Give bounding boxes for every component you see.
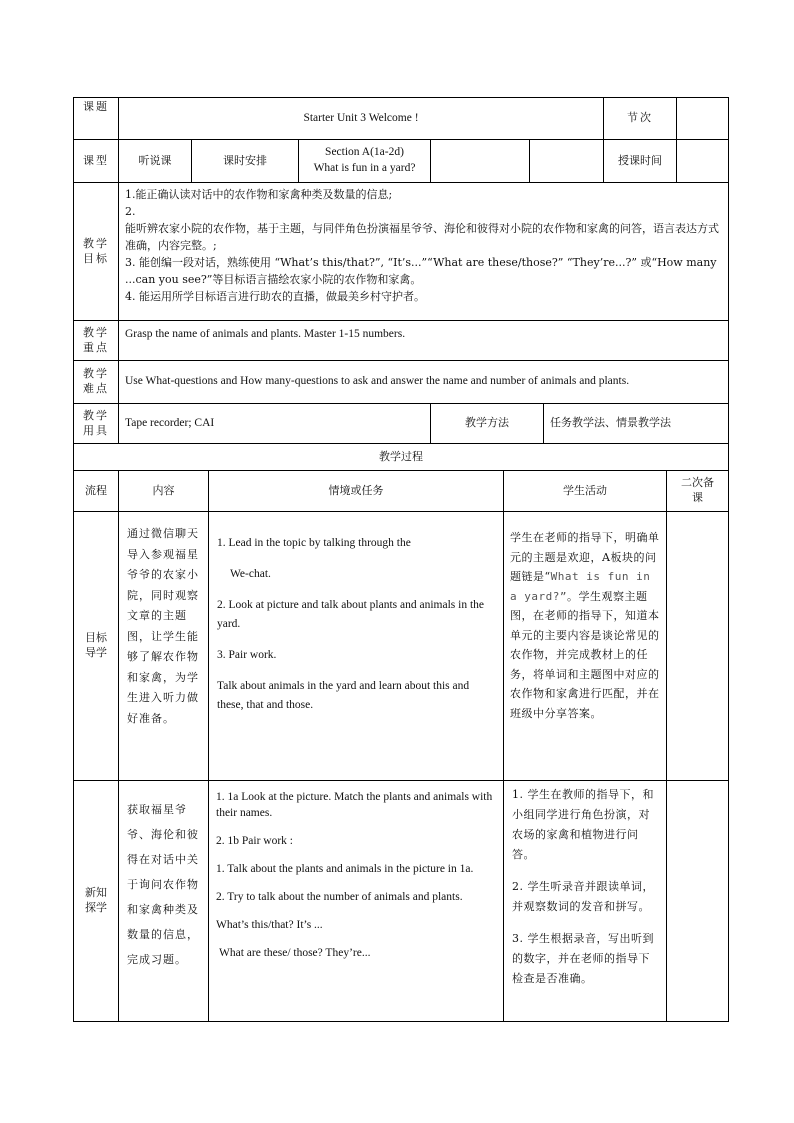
content-2: 获取福星爷爷、海伦和彼得在对话中关于询问农作物和家禽种类及数量的信息，完成习题。 xyxy=(118,780,209,1022)
objective-item-1: 1.能正确认读对话中的农作物和家禽种类及数量的信息; xyxy=(125,188,393,201)
process-title: 教学过程 xyxy=(73,443,729,471)
column-header-revision: 二次备课 xyxy=(666,470,729,512)
topic-label: 课题 xyxy=(73,97,119,140)
period-label: 节次 xyxy=(603,97,677,140)
column-header-content: 内容 xyxy=(118,470,209,512)
task-1-3: 2. Look at picture and talk about plants and animals in the yard. xyxy=(217,599,484,630)
objective-item-4: 3. 能创编一段对话，熟练使用 “What’s this/that?”, “It’s...”“What are these/those?” “They’re...?” 或“How many ...can you see?”等目标语言描绘农家小院的农作物和家禽。 xyxy=(125,256,717,286)
blank-cell-2 xyxy=(529,139,604,183)
method-label: 教学方法 xyxy=(430,403,544,444)
activity-2-1: 1. 学生在教师的指导下，和小组同学进行角色扮演，对农场的家禽和植物进行问答。 xyxy=(512,788,654,861)
activities-1: 学生在老师的指导下，明确单元的主题是欢迎，A板块的问题链是“What is fun in a yard?”。学生观察主题图，在老师的指导下，知道本单元的主要内容是谈论常见的农作物，并完成教材上的任务，将单词和主题图中对应的农作物和家禽进行匹配，并在班级中分享答案。 xyxy=(503,511,667,781)
objective-item-3: 能听辨农家小院的农作物，基于主题，与同伴角色扮演福星爷爷、海伦和彼得对小院的农作物和家禽的问答，语言表达方式准确，内容完整。; xyxy=(125,222,719,252)
content-1: 通过微信聊天导入参观福星爷爷的农家小院，同时观察文章的主题图，让学生能够了解农作物和家禽，为学生进入听力做好准备。 xyxy=(118,511,209,781)
objectives-content xyxy=(118,182,729,321)
task-1-1: 1. Lead in the topic by talking through the xyxy=(217,537,411,549)
activities-2 xyxy=(503,780,667,1022)
task-1-4: 3. Pair work. xyxy=(217,649,277,661)
objective-item-5: 4. 能运用所学目标语言进行助农的直播，做最美乡村守护者。 xyxy=(125,290,425,303)
date-label: 授课时间 xyxy=(603,139,677,183)
task-1-2: We-chat. xyxy=(230,568,271,580)
column-header-stage: 流程 xyxy=(73,470,119,512)
task-2-5: What’s this/that? It’s ... xyxy=(216,919,323,931)
task-2-1: 1. 1a Look at the picture. Match the plants and animals with their names. xyxy=(216,791,493,819)
objectives-label: 教学 目标 xyxy=(73,182,119,321)
key-points-label: 教学 重点 xyxy=(73,320,119,361)
tasks-1 xyxy=(208,511,504,781)
task-2-4: 2. Try to talk about the number of animals and plants. xyxy=(216,891,463,903)
method-value: 任务教学法、情景教学法 xyxy=(543,403,729,444)
task-2-6: What are these/ those? They’re... xyxy=(219,947,371,959)
column-header-activities: 学生活动 xyxy=(503,470,667,512)
key-points-text: Grasp the name of animals and plants. Master 1-15 numbers. xyxy=(118,320,729,361)
topic-value: Starter Unit 3 Welcome ! xyxy=(118,97,604,140)
activity-2-3: 3. 学生根据录音，写出听到的数字，并在老师的指导下检查是否准确。 xyxy=(512,932,654,985)
tools-text: Tape recorder; CAI xyxy=(118,403,431,444)
period-value xyxy=(676,97,729,140)
type-value: 听说课 xyxy=(118,139,192,183)
revision-2 xyxy=(666,780,729,1022)
activity-2-2: 2. 学生听录音并跟读单词，并观察数词的发音和拼写。 xyxy=(512,880,654,913)
type-label: 课型 xyxy=(73,139,119,183)
stage-1: 目标导学 xyxy=(73,511,119,781)
task-2-2: 2. 1b Pair work : xyxy=(216,835,293,847)
section-title: Section A(1a-2d) What is fun in a yard? xyxy=(298,139,431,183)
tools-label: 教学 用具 xyxy=(73,403,119,444)
stage-2: 新知探学 xyxy=(73,780,119,1022)
tasks-2 xyxy=(208,780,504,1022)
task-2-3: 1. Talk about the plants and animals in the picture in 1a. xyxy=(216,863,474,875)
task-1-5: Talk about animals in the yard and learn about this and these, that and those. xyxy=(217,680,470,711)
difficulties-label: 教学 难点 xyxy=(73,360,119,404)
difficulties-text: Use What-questions and How many-questions to ask and answer the name and number of animals and plants. xyxy=(118,360,729,404)
column-header-tasks: 情境或任务 xyxy=(208,470,504,512)
objective-item-2: 2. xyxy=(125,205,136,218)
revision-1 xyxy=(666,511,729,781)
blank-cell-1 xyxy=(430,139,530,183)
schedule-label: 课时安排 xyxy=(191,139,299,183)
date-value xyxy=(676,139,729,183)
